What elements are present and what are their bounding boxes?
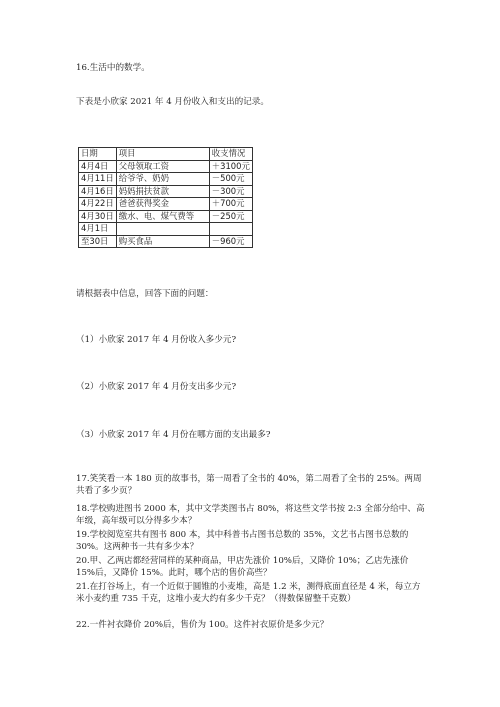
table-row: [79, 223, 253, 236]
table-row: [79, 160, 253, 173]
cell-date: 4月11日: [79, 173, 117, 186]
cell-date: 4月22日: [79, 198, 117, 211]
problem-19: 19.学校阅览室共有图书 800 本，其中科普书占图书总数的 35%，文艺书占图书总数的 30%。这两种书一共有多少本？: [76, 530, 409, 553]
question-heading: 16.生活中的数学。: [76, 63, 150, 73]
cell-amount: －960元: [209, 235, 252, 248]
instruction-text: 请根据表中信息，回答下面的问题：: [76, 289, 214, 299]
cell-date: 4月30日: [79, 210, 117, 223]
cell-item: 父母领取工资: [116, 160, 209, 173]
problem-20: 20.甲、乙两店都经营同样的某种商品，甲店先涨价 10%后，又降价 10%；乙店先涨价 15%后，又降价 15%。此时，哪个店的售价高些？: [76, 556, 409, 579]
header-amount: 收支情况: [209, 148, 252, 161]
table-row: [79, 210, 253, 223]
cell-amount: ＋3100元: [209, 160, 252, 173]
cell-item: [116, 223, 209, 236]
problem-22: 22.一件衬衣降价 20%后，售价为 100。这件衬衣原价是多少元？: [76, 620, 329, 630]
table-row: [79, 185, 253, 198]
header-date: 日期: [79, 148, 117, 161]
cell-date: 4月16日: [79, 185, 117, 198]
question-3: （3）小欣家 2017 年 4 月份在哪方面的支出最多?: [76, 430, 271, 440]
cell-date: 至30日: [79, 235, 117, 248]
table-row: [79, 235, 253, 248]
cell-item: 给爷爷、奶奶: [116, 173, 209, 186]
cell-amount: －300元: [209, 185, 252, 198]
cell-item: 购买食品: [116, 235, 209, 248]
cell-item: 爸爸获得奖金: [116, 198, 209, 211]
question-1: （1）小欣家 2017 年 4 月份收入多少元?: [76, 335, 237, 345]
header-item: 项目: [116, 148, 209, 161]
cell-item: 妈妈捐扶贫款: [116, 185, 209, 198]
cell-amount: ＋700元: [209, 198, 252, 211]
cell-date: 4月1日: [79, 223, 117, 236]
cell-date: 4月4日: [79, 160, 117, 173]
cell-amount: －500元: [209, 173, 252, 186]
question-2: （2）小欣家 2017 年 4 月份支出多少元?: [76, 382, 237, 392]
table-row: [79, 198, 253, 211]
problem-17: 17.笑笑看一本 180 页的故事书，第一周看了全书的 40%，第二周看了全书的 25%。两周共看了多少页？: [76, 474, 422, 497]
table-row: [79, 173, 253, 186]
cell-amount: [209, 223, 252, 236]
income-expense-table: [78, 147, 253, 248]
cell-item: 缴水、电、煤气费等: [116, 210, 209, 223]
problem-18: 18.学校购进图书 2000 本，其中文学类图书占 80%，将这些文学书按 2:3 全部分给中、高年级，高年级可以分得多少本？: [76, 504, 425, 527]
table-header-row: [79, 148, 253, 161]
intro-text: 下表是小欣家 2021 年 4 月份收入和支出的记录。: [76, 97, 269, 107]
cell-amount: －250元: [209, 210, 252, 223]
problem-21: 21.在打谷场上，有一个近似于圆锥的小麦堆，高是 1.2 米，测得底面直径是 4 米，每立方米小麦约重 735 千克，这堆小麦大约有多少千克？（得数保留整千克数）: [76, 582, 421, 605]
